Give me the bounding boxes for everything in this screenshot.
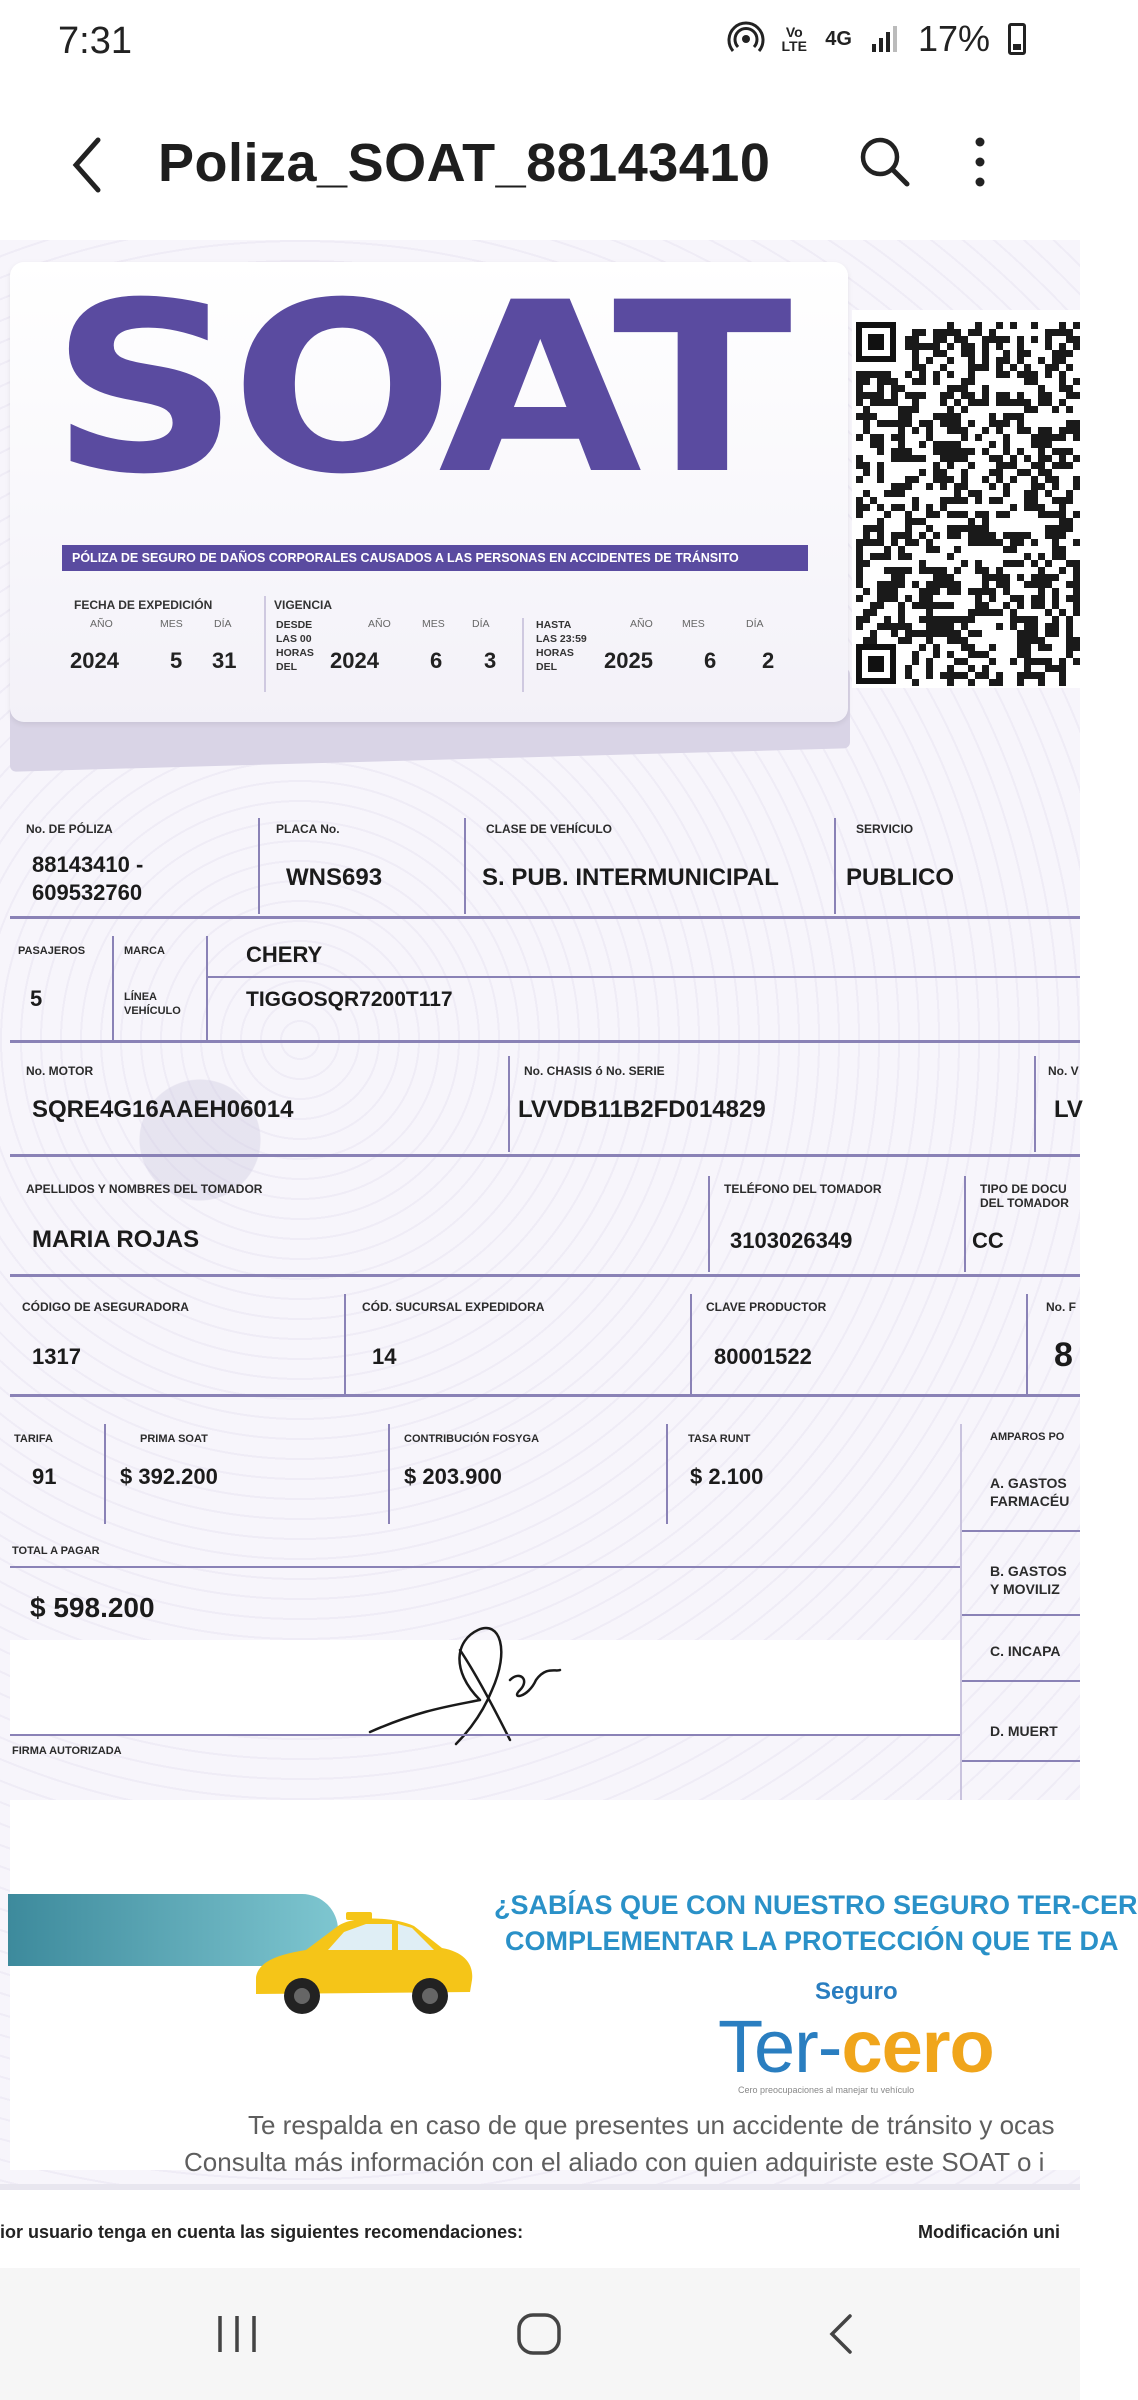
prima-value: $ 392.200 [120,1464,218,1489]
vin-value: LV [1054,1096,1083,1123]
hasta-month-label: MES [682,618,705,630]
soat-logo: SOAT [50,253,784,526]
fosyga-value: $ 203.900 [404,1464,502,1489]
tarifa-label: TARIFA [14,1433,53,1445]
hasta-day: 2 [762,648,775,673]
hotspot-icon [729,22,763,56]
separator [264,596,266,692]
promo-question-line2: COMPLEMENTAR LA PROTECCIÓN QUE TE DA [505,1926,1119,1956]
taxi-car-icon [242,1908,478,2020]
linea-label-1: LÍNEA [124,991,157,1003]
motor-value: SQRE4G16AAEH06014 [32,1096,294,1123]
exp-month-label: MES [160,618,183,630]
tarifa-value: 91 [32,1464,57,1489]
tercero-logo-cero: cero [841,2005,994,2088]
tipo-doc-label-2: DEL TOMADOR [980,1196,1069,1210]
recommendations-heading: ior usuario tenga en cuenta las siguientes recomendaciones: [0,2222,524,2242]
tipo-doc-label-1: TIPO DE DOCU [980,1182,1067,1196]
motor-label: No. MOTOR [26,1064,94,1078]
exp-year: 2024 [70,648,119,673]
tercero-tagline: Cero preocupaciones al manejar tu vehículo [738,2085,915,2095]
more-options-icon[interactable] [960,132,1000,192]
qr-code [852,310,1080,688]
desde-month: 6 [430,648,443,673]
chasis-value: LVVDB11B2FD014829 [518,1096,766,1123]
separator [834,818,836,914]
separator [690,1294,692,1394]
document-page [0,240,1138,2190]
exp-month: 5 [170,648,183,673]
linea-value: TIGGOSQR7200T117 [246,988,453,1011]
chasis-label: No. CHASIS ó No. SERIE [524,1064,665,1078]
nof-label: No. F [1046,1300,1076,1314]
tipo-doc-value: CC [972,1228,1004,1253]
separator [708,1176,710,1272]
exp-day-label: DÍA [214,618,232,630]
separator [112,936,114,1040]
separator [1026,1294,1028,1394]
pasajeros-value: 5 [30,986,43,1011]
separator [508,1056,510,1152]
runt-value: $ 2.100 [690,1464,764,1489]
soat-subtitle: PÓLIZA DE SEGURO DE DAÑOS CORPORALES CAUSADOS A LAS PERSONAS EN ACCIDENTES DE TRÁNSITO [62,545,808,571]
hasta-label: HASTA [536,619,572,631]
servicio-value: PUBLICO [846,864,954,891]
modification-heading: Modificación uni [918,2222,1060,2242]
volte-indicator: Vo LTE [781,24,807,54]
fecha-expedicion-label: FECHA DE EXPEDICIÓN [74,598,213,612]
desde-sub2: HORAS [276,647,314,659]
tomador-label: APELLIDOS Y NOMBRES DEL TOMADOR [26,1182,263,1196]
poliza-number-line2: 609532760 [32,880,143,905]
promo-question-line1: ¿SABÍAS QUE CON NUESTRO SEGURO TER-CER [494,1890,1138,1920]
row-divider [962,1680,1080,1682]
separator [1034,1056,1036,1152]
row-divider [10,916,1080,919]
tercero-logo-ter: Ter- [718,2005,842,2088]
document-viewer[interactable] [0,240,1138,2190]
battery-percent: 17% [917,18,990,59]
amparo-b-2: Y MOVILIZ [990,1581,1060,1597]
page-break [0,2184,1080,2190]
tomador-value: MARIA ROJAS [32,1226,200,1253]
separator [104,1424,106,1524]
fosyga-label: CONTRIBUCIÓN FOSYGA [404,1433,540,1445]
telefono-label: TELÉFONO DEL TOMADOR [724,1182,882,1196]
separator [964,1176,966,1272]
tercero-brand-small: Seguro [815,1978,898,2005]
vin-label: No. V [1048,1064,1079,1078]
row-divider [10,1394,1080,1397]
desde-label: DESDE [276,619,313,631]
row-divider [10,1566,960,1568]
document-title: Poliza_SOAT_88143410 [158,133,771,193]
separator [206,936,208,1040]
aseguradora-value: 1317 [32,1344,81,1369]
desde-day-label: DÍA [472,618,490,630]
desde-sub1: LAS 00 [276,633,312,645]
home-icon[interactable] [514,2312,564,2356]
network-type: 4G [825,28,852,50]
desde-year: 2024 [330,648,379,673]
promo-text-line2: Consulta más información con el aliado con quien adquiriste este SOAT o i [184,2147,1045,2177]
exp-day: 31 [212,648,237,673]
row-divider [962,1614,1080,1616]
servicio-label: SERVICIO [856,822,914,836]
hasta-day-label: DÍA [746,618,764,630]
total-label: TOTAL A PAGAR [12,1545,100,1557]
row-divider [962,1760,1080,1762]
system-nav-bar [0,2268,1080,2400]
status-bar [0,0,1080,90]
amparo-d: D. MUERT [990,1723,1058,1739]
tercero-logo [718,2004,994,2089]
signal-icon [870,24,900,54]
exp-year-label: AÑO [90,618,113,630]
marca-label: MARCA [124,945,165,957]
productor-label: CLAVE PRODUCTOR [706,1300,827,1314]
row-divider [10,1154,1080,1157]
promo-text-line1: Te respalda en caso de que presentes un accidente de tránsito y ocas [248,2110,1055,2140]
row-divider [10,1734,960,1736]
desde-month-label: MES [422,618,445,630]
app-bar [0,90,1080,240]
amparo-b-1: B. GASTOS [990,1563,1067,1579]
desde-year-label: AÑO [368,618,391,630]
nof-value: 8 [1054,1336,1073,1374]
runt-label: TASA RUNT [688,1433,751,1445]
clase-label: CLASE DE VEHÍCULO [486,822,613,836]
row-divider [10,1274,1080,1277]
amparo-c: C. INCAPA [990,1643,1061,1659]
amparos-label: AMPAROS PO [990,1431,1065,1443]
soat-header-card [10,253,848,722]
linea-label-2: VEHÍCULO [124,1005,181,1017]
sucursal-value: 14 [372,1344,397,1369]
marca-value: CHERY [246,942,323,967]
poliza-label: No. DE PÓLIZA [26,822,113,836]
hasta-sub1: LAS 23:59 [536,633,587,645]
telefono-value: 3103026349 [730,1228,853,1253]
sucursal-label: CÓD. SUCURSAL EXPEDIDORA [362,1300,545,1314]
total-value: $ 598.200 [30,1592,155,1623]
placa-label: PLACA No. [276,822,340,836]
status-time: 7:31 [58,20,132,62]
separator [344,1294,346,1394]
row-subdivider [206,976,1080,978]
row-divider [10,1040,1080,1043]
battery-icon [1008,23,1026,55]
aseguradora-label: CÓDIGO DE ASEGURADORA [22,1300,189,1314]
row-divider [962,1530,1080,1532]
firma-label: FIRMA AUTORIZADA [12,1745,122,1757]
placa-value: WNS693 [286,864,383,891]
hasta-month: 6 [704,648,717,673]
clase-value: S. PUB. INTERMUNICIPAL [482,864,779,891]
poliza-number-line1: 88143410 - [32,852,144,877]
hasta-sub3: DEL [536,661,557,673]
hasta-sub2: HORAS [536,647,574,659]
amparo-a-2: FARMACÉU [990,1493,1070,1509]
back-arrow-icon[interactable] [60,130,120,200]
nav-back-icon[interactable] [822,2312,862,2356]
hasta-year-label: AÑO [630,618,653,630]
separator [522,618,524,692]
vigencia-label: VIGENCIA [274,598,333,612]
search-icon[interactable] [855,132,915,192]
separator [388,1424,390,1524]
separator [464,818,466,914]
signature [360,1610,590,1750]
desde-day: 3 [484,648,497,673]
status-icons [729,18,1026,60]
hasta-year: 2025 [604,648,653,673]
amparo-a-1: A. GASTOS [990,1475,1067,1491]
recent-apps-icon[interactable] [212,2314,262,2354]
desde-sub3: DEL [276,661,297,673]
pasajeros-label: PASAJEROS [18,945,86,957]
productor-value: 80001522 [714,1344,812,1369]
prima-label: PRIMA SOAT [140,1433,208,1445]
separator [258,818,260,914]
separator [666,1424,668,1524]
